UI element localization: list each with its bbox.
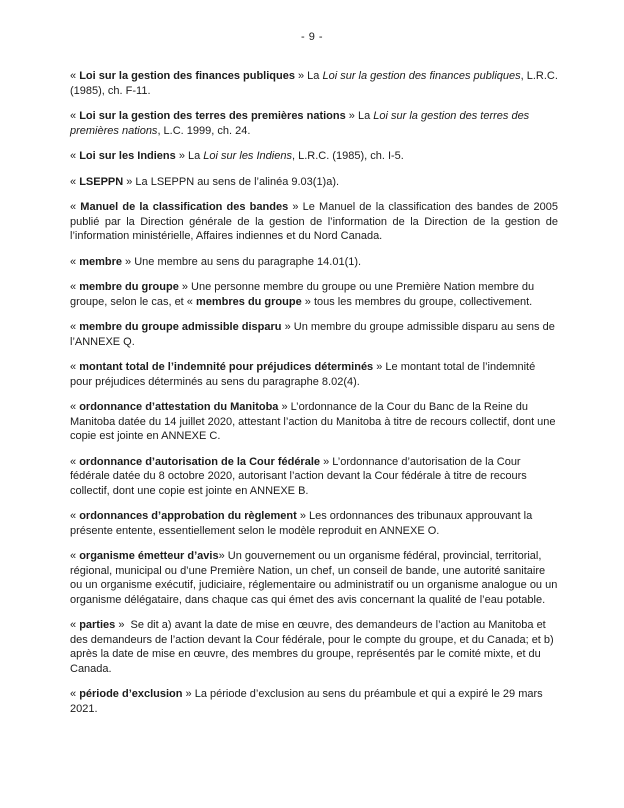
definition-paragraph <box>70 280 558 309</box>
definition-text: , L.C. 1999, ch. 24. <box>157 124 251 137</box>
definition-text: , L.R.C. (1985), ch. I-5. <box>291 150 404 162</box>
definition-text: » Un gouvernement ou un organisme fédéral, provincial, territorial, régional, municipal ou d’une Première Nation, un chef, un conseil de bande, une autorité sanitaire ou un organisme exécutif, judiciaire, réglementaire ou administratif ou un organisme analogue ou un organisme délégataire, dans chaque cas qui émet des avis concernant la qualité de l’eau potable. <box>70 550 558 606</box>
defined-term: organisme émetteur d’avis <box>79 550 219 562</box>
defined-term: LSEPPN <box>79 175 124 188</box>
definition-text: « <box>70 455 80 468</box>
definition-text: « <box>70 688 80 700</box>
cited-statute: Loi sur la gestion des finances publiques <box>322 70 521 82</box>
definition-text: » Le Manuel de la classification des bandes de 2005 publié par la Direction générale de la gestion de l’information de la Direction de la gestion de l’information ministérielle, Affaires indiennes et du Nord Canada. <box>70 201 558 242</box>
definition-paragraph <box>70 400 558 444</box>
definition-text: « <box>70 201 81 213</box>
definition-paragraph <box>70 320 558 349</box>
definition-paragraph <box>70 360 558 389</box>
definition-paragraph <box>70 687 558 716</box>
defined-term: Loi sur la gestion des terres des premières nations <box>79 110 346 122</box>
definition-text: » Se dit a) avant la date de mise en œuvre, des demandeurs de l’action au Manitoba et des demandeurs de l’action devant la Cour fédérale, pour le compte du groupe, et du Canada; et b) après la date de mise en œuvre, des membres du groupe, représentés par le comité mixte, et du Canada. <box>70 619 554 675</box>
definitions-list <box>70 69 558 716</box>
defined-term: ordonnances d’approbation du règlement <box>79 510 297 522</box>
definition-text: » Un membre du groupe admissible disparu au sens de l’ANNEXE Q. <box>70 321 555 348</box>
defined-term: membres du groupe <box>195 295 302 308</box>
defined-term: parties <box>79 619 116 631</box>
definition-paragraph <box>70 255 558 270</box>
definition-text: » La <box>294 70 323 82</box>
definition-text: « <box>70 401 80 413</box>
definition-paragraph <box>70 455 558 499</box>
definition-paragraph <box>70 69 558 98</box>
definition-text: » L’ordonnance d’autorisation de la Cour fédérale datée du 8 octobre 2020, autorisant l’action devant la Cour fédérale à titre de recours collectif, dont une copie est jointe en ANNEXE B. <box>70 455 527 497</box>
definition-text: « <box>70 550 80 562</box>
defined-term: membre <box>79 255 122 268</box>
page-number: - 9 - <box>300 31 324 43</box>
defined-term: montant total de l’indemnité pour préjudices déterminés <box>79 361 374 373</box>
definition-text: « <box>70 361 80 373</box>
cited-statute: Loi sur la gestion des terres des premières nations <box>70 110 530 137</box>
definition-text: » La <box>345 110 374 122</box>
definition-text: « <box>70 110 80 122</box>
definition-text: « <box>70 255 80 268</box>
defined-term: Manuel de la classification des bandes <box>80 201 289 213</box>
defined-term: Loi sur les Indiens <box>79 150 176 162</box>
definition-text: » tous les membres du groupe, collectivement. <box>301 295 533 308</box>
definition-text: « <box>70 175 80 188</box>
defined-term: période d’exclusion <box>79 688 183 700</box>
definition-text: » Une membre au sens du paragraphe 14.01(1). <box>121 255 362 268</box>
definition-paragraph <box>70 549 558 607</box>
definition-paragraph <box>70 618 558 676</box>
definition-text: « <box>70 321 80 333</box>
definition-text: « <box>70 70 80 82</box>
defined-term: ordonnance d’autorisation de la Cour fédérale <box>79 455 321 468</box>
definition-paragraph <box>70 175 558 190</box>
definition-text: « <box>70 150 80 162</box>
definition-text: » Le montant total de l’indemnité pour préjudices déterminés au sens du paragraphe 8.02(4). <box>70 361 536 388</box>
definition-text: » Les ordonnances des tribunaux approuvant la présente entente, essentiellement selon le modèle reproduit en ANNEXE O. <box>70 510 533 537</box>
defined-term: ordonnance d’attestation du Manitoba <box>79 401 279 413</box>
defined-term: Loi sur la gestion des finances publiques <box>79 70 295 82</box>
definition-text: « <box>70 510 80 522</box>
cited-statute: Loi sur les Indiens <box>203 150 292 162</box>
definition-paragraph <box>70 200 558 244</box>
definition-paragraph <box>70 509 558 538</box>
definition-text: » La période d’exclusion au sens du préambule et qui a expiré le 29 mars 2021. <box>70 688 543 715</box>
definition-text: « <box>70 619 80 631</box>
definition-text: » La <box>175 150 204 162</box>
definition-text: « <box>70 281 80 293</box>
definition-text: » Une personne membre du groupe ou une Première Nation membre du groupe, selon le cas, et « <box>70 281 535 308</box>
definition-text: » La LSEPPN au sens de l’alinéa 9.03(1)a). <box>123 175 340 188</box>
defined-term: membre du groupe admissible disparu <box>79 321 282 333</box>
definition-paragraph <box>70 149 558 164</box>
definition-text: » L’ordonnance de la Cour du Banc de la Reine du Manitoba datée du 14 juillet 2020, attestant l’action du Manitoba à titre de recours collectif, dont une copie est jointe en ANNEXE C. <box>70 401 556 442</box>
definition-paragraph <box>70 109 558 138</box>
defined-term: membre du groupe <box>79 281 179 293</box>
definition-text: , L.R.C. (1985), ch. F-11. <box>70 70 558 97</box>
